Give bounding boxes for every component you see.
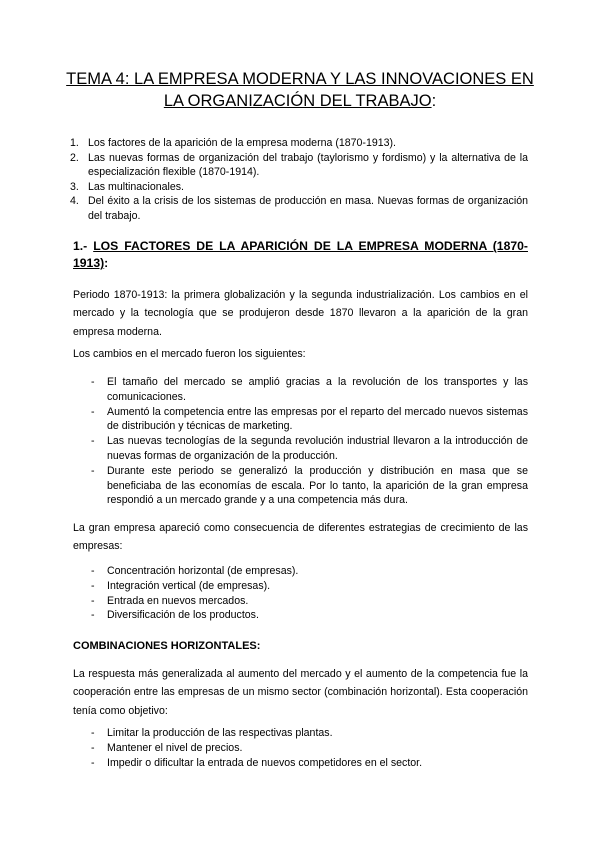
list-item-text: Impedir o dificultar la entrada de nuevos competidores en el sector. xyxy=(107,756,423,769)
index-text: Del éxito a la crisis de los sistemas de producción en masa. Nuevas formas de organización del trabajo. xyxy=(88,195,528,222)
index-item xyxy=(70,194,528,223)
list-item-text: Mantener el nivel de precios. xyxy=(107,741,243,754)
list-item-text: Las nuevas tecnologías de la segunda revolución industrial llevaron a la introducción de nuevas formas de organización de la producción. xyxy=(107,435,528,462)
index-number: 1. xyxy=(70,137,79,149)
dash-bullet: - xyxy=(91,464,95,477)
topic-index-list xyxy=(70,136,528,224)
index-item xyxy=(70,136,528,151)
list-item-text: Concentración horizontal (de empresas). xyxy=(107,565,299,577)
list-item-text: Limitar la producción de las respectivas plantas. xyxy=(107,727,333,739)
dash-bullet: - xyxy=(91,565,95,577)
list-item-text: Integración vertical (de empresas). xyxy=(107,579,271,592)
page-title xyxy=(60,68,540,112)
objetivos-list xyxy=(91,726,528,770)
list-item xyxy=(91,405,528,435)
list-item-text: Diversificación de los productos. xyxy=(107,609,259,622)
dash-bullet: - xyxy=(91,435,95,448)
list-item xyxy=(91,375,528,405)
section-1-number: 1.- xyxy=(73,239,88,253)
estrategias-list xyxy=(91,564,528,623)
index-text: Los factores de la aparición de la empresa moderna (1870-1913). xyxy=(88,137,396,149)
index-item xyxy=(70,180,528,195)
list-item xyxy=(91,608,528,623)
list-item xyxy=(91,594,528,609)
section-1-heading xyxy=(73,238,528,272)
list-item xyxy=(91,464,528,508)
heading-combinaciones: COMBINACIONES HORIZONTALES: xyxy=(73,640,261,652)
list-item xyxy=(91,741,528,756)
list-item xyxy=(91,756,528,771)
list-item xyxy=(91,726,528,741)
dash-bullet: - xyxy=(91,405,95,418)
index-number: 3. xyxy=(70,180,79,193)
dash-bullet: - xyxy=(91,594,95,607)
index-text: Las nuevas formas de organización del trabajo (taylorismo y fordismo) y la alternativa de la especialización flexible (1870-1914). xyxy=(88,151,528,179)
list-item-text: Entrada en nuevos mercados. xyxy=(107,594,249,607)
dash-bullet: - xyxy=(91,376,95,388)
paragraph-periodo: Periodo 1870-1913: la primera globalización y la segunda industrialización. Los cambios en el mercado y la tecnología que se produjeron desde 1870 llevaron a la aparición de la gran empresa moderna. xyxy=(73,289,528,338)
section-1-suffix: : xyxy=(104,256,109,270)
list-item xyxy=(91,564,528,579)
list-item-text: Aumentó la competencia entre las empresas por el reparto del mercado nuevos sistemas de distribución y técnicas de marketing. xyxy=(107,405,528,433)
dash-bullet: - xyxy=(91,609,95,622)
index-number: 4. xyxy=(70,195,79,208)
dash-bullet: - xyxy=(91,756,95,769)
list-item xyxy=(91,579,528,594)
cambios-list xyxy=(91,375,528,508)
page-title-suffix: : xyxy=(431,92,437,110)
index-text: Las multinacionales. xyxy=(88,180,184,193)
paragraph-cambios-intro: Los cambios en el mercado fueron los siguientes: xyxy=(73,348,306,360)
section-1-title: LOS FACTORES DE LA APARICIÓN DE LA EMPRESA MODERNA (1870-1913) xyxy=(73,239,528,270)
index-item xyxy=(70,151,528,180)
index-number: 2. xyxy=(70,151,79,164)
dash-bullet: - xyxy=(91,741,95,754)
list-item-text: Durante este periodo se generalizó la producción y distribución en masa que se beneficiaba de las economías de escala. Por lo tanto, la aparición de la gran empresa respondió a un mercado grande y a una competencia más dura. xyxy=(107,464,528,507)
list-item xyxy=(91,434,528,464)
dash-bullet: - xyxy=(91,727,95,739)
list-item-text: El tamaño del mercado se amplió gracias a la revolución de los transportes y las comunicaciones. xyxy=(107,376,528,403)
page-title-text: TEMA 4: LA EMPRESA MODERNA Y LAS INNOVACIONES EN LA ORGANIZACIÓN DEL TRABAJO xyxy=(66,70,534,110)
paragraph-gran-empresa: La gran empresa apareció como consecuencia de diferentes estrategias de crecimiento de las empresas: xyxy=(73,522,528,553)
dash-bullet: - xyxy=(91,579,95,592)
paragraph-respuesta: La respuesta más generalizada al aumento del mercado y el aumento de la competencia fue la cooperación entre las empresas de un mismo sector (combinación horizontal). Esta cooperación tenía como objetivo: xyxy=(73,668,528,717)
